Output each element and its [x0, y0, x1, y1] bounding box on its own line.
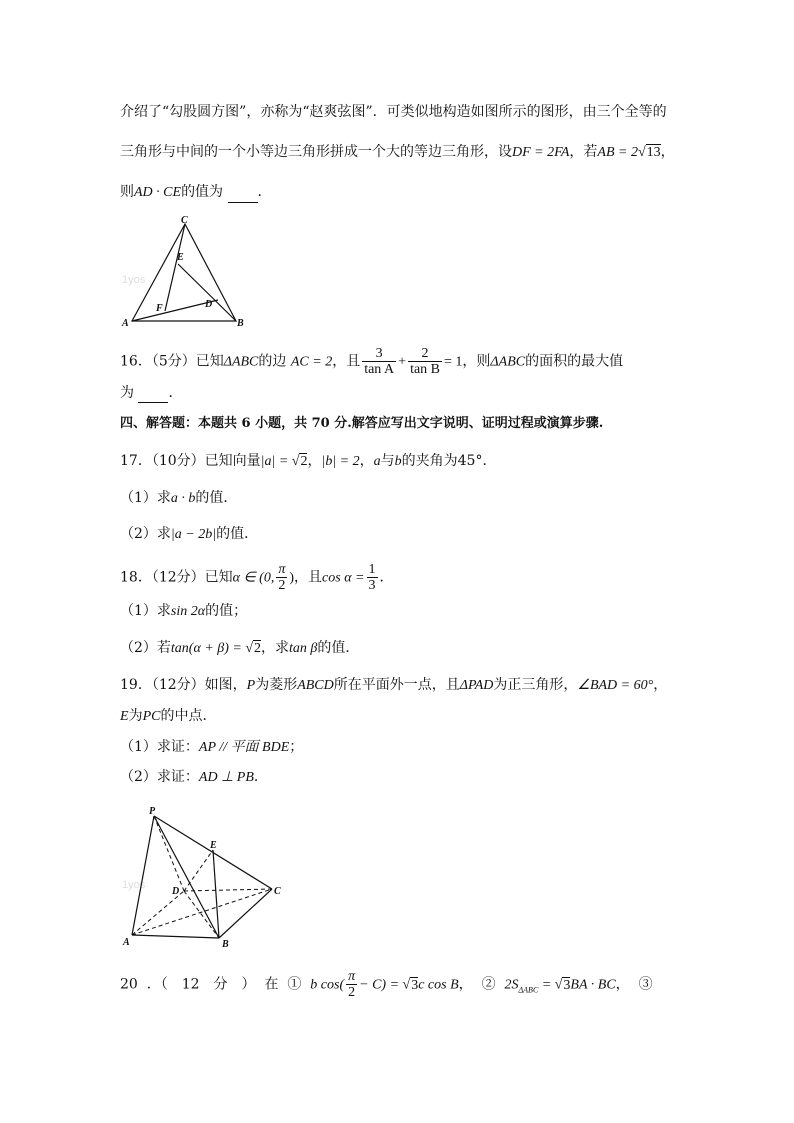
fig2-edge-ab: [132, 935, 219, 938]
intro-text-1: 介绍了“勾股圆方图”，亦称为“赵爽弦图”．可类似地构造如图所示的图形，由三个全等的: [120, 104, 667, 120]
fig2-edge-ac: [132, 889, 272, 935]
q20-sep2: ，: [615, 976, 630, 993]
intro-line-2: 三角形与中间的一个小等边三角形拼成一个大的等边三角形，设DF = 2FA，若AB = 2√13，: [120, 144, 675, 160]
q20-zai: 在: [264, 976, 279, 993]
q19-p2-expr: AD ⊥ PB: [198, 770, 254, 785]
q17-p2-expr: |a − 2b|: [170, 527, 217, 542]
q20-dot: ．: [146, 976, 161, 993]
fig1-watermark: 1yos: [122, 274, 146, 286]
q16-triangle: ΔABC: [223, 354, 259, 370]
intro-eq-df: DF = 2FA: [512, 145, 570, 160]
q19-part-1: [120, 737, 303, 758]
q20-e2-sqrt: 3: [563, 977, 571, 993]
fig2-edge-db: [184, 891, 219, 938]
fig2-edge-de: [184, 850, 213, 891]
q20-e1-post: − C) =: [359, 977, 403, 993]
q16-eq-ac: AC = 2: [290, 354, 333, 370]
q19-line2-t: 为: [128, 708, 143, 724]
q18-close: ): [289, 570, 295, 586]
q20-e2-vec: BA · BC: [570, 977, 616, 993]
fig1-label-b: B: [237, 318, 244, 329]
q17-p2-pre: （2）求: [120, 526, 171, 542]
fig2-watermark: 1yos: [122, 879, 146, 891]
q20-line-1: 20 ．（ 12 分 ） 在 ① b cos( $\frac{\pi}{2}$ − C) = √3c cos B， ② $2S_{\Delta ABC} = √3BA$ · BC， ③: [120, 969, 653, 1000]
q16-text-d: 的面积的最大值: [525, 353, 624, 370]
q17-angle: 的夹角为45°．: [401, 453, 497, 469]
fig2-edge-eb: [213, 850, 219, 938]
intro-period: ．: [257, 184, 272, 200]
q17-vec-b: b: [394, 454, 402, 469]
intro-sqrt-13: 13: [646, 145, 661, 160]
q20-e1-end: c cos B: [418, 977, 459, 993]
q20-e2-eq: =: [538, 977, 555, 993]
q17-sqrt-2: 2: [300, 454, 308, 469]
q17-sep2: ，: [359, 453, 374, 469]
fig2-edge-pd: [154, 816, 184, 891]
q16-fraction-1: $\frac{3}{\text{tan A}}$: [364, 346, 395, 377]
q18-part-2: （2）若tan(α + β) = √2，求tan β的值．: [120, 640, 360, 656]
intro-line-1: [120, 102, 667, 122]
q17-vec-a: a: [373, 454, 381, 469]
q19-abcd: ABCD: [297, 678, 334, 693]
q16-eq-1: = 1: [444, 354, 463, 370]
q18-mid: ，且: [294, 569, 323, 586]
q16-line-1: [120, 346, 623, 377]
fig2-label-a: A: [123, 937, 130, 948]
q16-triangle-2: ΔABC: [490, 354, 526, 370]
q17-and: 与: [380, 453, 395, 469]
intro-text-2: 三角形与中间的一个小等边三角形拼成一个大的等边三角形，设: [120, 144, 512, 160]
fig2-edge-pb: [154, 816, 219, 938]
q18-p2-mid: ，求: [261, 640, 290, 656]
intro-text-2b: ，若: [569, 144, 598, 160]
q19-line-1: [120, 675, 667, 696]
fig1-line-be: [178, 264, 236, 321]
q19-p2-end: ．: [253, 769, 268, 785]
intro-text-3: 则: [120, 184, 134, 200]
q20-e1-sqrt: 3: [411, 977, 419, 993]
q18-cos: cos α =: [322, 570, 365, 586]
q18-head: 18．（12分）已知: [120, 569, 233, 586]
q16-fraction-2: $\frac{2}{\text{tan B}}$: [410, 346, 441, 377]
fig1-label-d: D: [205, 299, 213, 310]
q20-score: （ 12 分 ）: [160, 976, 256, 993]
q19-t4: ，: [653, 677, 668, 693]
fig2-edge-dc: [184, 889, 272, 891]
q17-head: 17．（10分）已知向量: [120, 453, 261, 469]
q17-p1-expr: a · b: [170, 491, 196, 506]
q19-head: 19．（12分）如图，: [120, 677, 247, 693]
fig2-edge-bc: [219, 889, 272, 938]
q19-line-2: [120, 706, 216, 727]
fig2-label-e: E: [210, 840, 217, 851]
q16-period: ．: [168, 385, 183, 401]
q19-p: P: [246, 678, 256, 693]
fig1-label-f: F: [156, 303, 163, 314]
q18-cond: α ∈ (0,: [232, 570, 275, 586]
q19-part-2: [120, 767, 268, 788]
q18-p2-expr: tan(α + β) =: [170, 641, 246, 656]
q16-line-2: [120, 383, 182, 403]
intro-comma: ，: [660, 144, 675, 160]
q17-a-norm: |a| =: [260, 454, 292, 469]
fig2-label-d: D: [172, 886, 180, 897]
q20-option-1: ①: [287, 976, 302, 993]
q18-part-1: [120, 601, 247, 622]
q18-p2-expr2: tan β: [289, 641, 318, 656]
q18-frac-1-3: $\frac{1}{3}$: [368, 562, 376, 593]
q16-plus: +: [398, 354, 407, 370]
q19-t2: 所在平面外一点，且: [333, 677, 460, 693]
q17-line-1: 17．（10分）已知向量|a| = √2，|b| = 2，a与b的夹角为45°．: [120, 453, 497, 469]
q16-text-b: ，且: [332, 353, 361, 370]
figure-triangle-zhao: [118, 215, 258, 333]
fig2-label-p: P: [149, 806, 156, 817]
q19-p1-pre: （1）求证：: [120, 739, 199, 755]
q16-number: 16．（5分）已知: [120, 353, 224, 370]
q18-p1-post: 的值；: [205, 603, 248, 619]
q19-pc: PC: [142, 709, 161, 724]
q18-p2-sqrt: 2: [254, 641, 262, 656]
q17-sep: ，: [307, 453, 322, 469]
answer-blank-16: [138, 388, 168, 403]
fig1-label-a: A: [122, 318, 129, 329]
q18-line-1: [120, 562, 394, 593]
q20-e1-pre: b cos(: [310, 977, 345, 993]
q20-option-3: ③: [638, 976, 653, 993]
section-4-heading: 四、解答题：本题共 6 小题，共 70 分.解答应写出文字说明、证明过程或演算步骤.: [120, 416, 604, 431]
q19-p2-pre: （2）求证：: [120, 769, 199, 785]
q19-e: E: [120, 709, 129, 724]
q16-text-a: 的边: [258, 353, 287, 370]
q17-b-norm: |b| = 2: [321, 454, 360, 469]
q16-text-e: 为: [120, 385, 134, 401]
fig1-label-c: C: [181, 215, 188, 226]
q19-pad: ΔPAD: [459, 678, 494, 693]
fig2-label-c: C: [274, 886, 281, 897]
q19-p1-end: ；: [289, 739, 304, 755]
q20-option-2: ②: [481, 976, 496, 993]
q17-p2-post: 的值．: [216, 526, 259, 542]
q16-text-c: ，则: [462, 353, 491, 370]
fig2-label-b: B: [222, 939, 229, 950]
q20-frac-pi2: $\frac{\pi}{2}$: [348, 969, 356, 1000]
fig2-edge-ad: [132, 891, 184, 935]
intro-text-3b: 的值为: [181, 184, 224, 200]
q20-sep1: ，: [458, 976, 473, 993]
q19-line2-end: 的中点．: [160, 708, 217, 724]
intro-line-3: [120, 182, 272, 203]
fig1-label-e: E: [177, 252, 184, 263]
q19-t3: 为正三角形，: [493, 677, 578, 693]
q20-e2-sub: ΔABC: [518, 985, 539, 995]
q20-number: 20: [120, 976, 138, 993]
q18-end: ．: [379, 569, 394, 586]
q18-p2-pre: （2）若: [120, 640, 171, 656]
q17-part-1: [120, 488, 237, 509]
q18-p1-expr: sin 2α: [170, 604, 206, 619]
q18-p2-post: 的值．: [317, 640, 360, 656]
q19-t1: 为菱形: [255, 677, 298, 693]
q17-part-2: [120, 524, 258, 545]
q20-e2-pre: 2S: [504, 977, 519, 993]
q17-p1-post: 的值．: [195, 490, 238, 506]
q19-p1-expr: AP // 平面 BDE: [198, 740, 290, 755]
q19-angle: ∠BAD = 60°: [577, 678, 654, 693]
intro-vector-expr: AD · CE: [134, 185, 182, 200]
fig2-edge-pa: [132, 816, 154, 935]
answer-blank-15: [228, 188, 258, 203]
q18-frac-pi2: $\frac{\pi}{2}$: [278, 562, 286, 593]
q17-p1-pre: （1）求: [120, 490, 171, 506]
q18-p1-pre: （1）求: [120, 603, 171, 619]
figure-pyramid: [118, 802, 288, 952]
intro-eq-ab: AB = 2: [597, 145, 638, 160]
